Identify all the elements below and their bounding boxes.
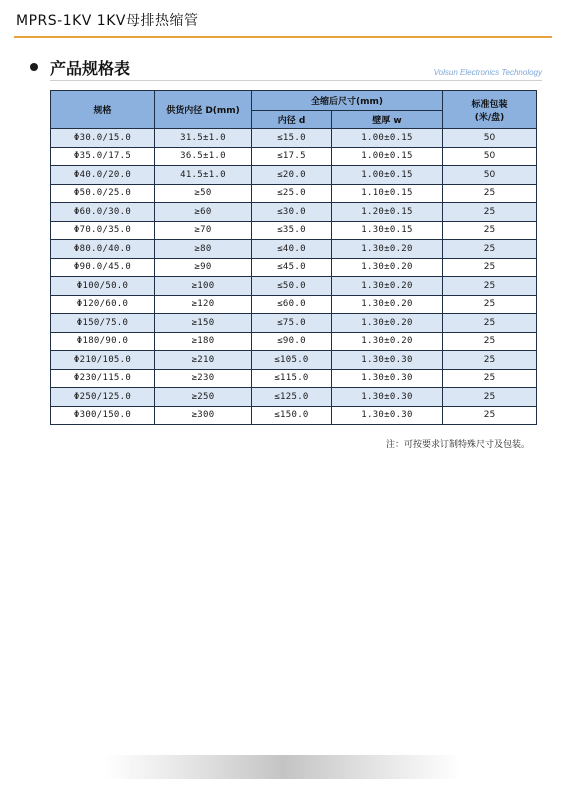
cell-inner-diameter: ≤45.0: [252, 258, 332, 277]
cell-supply-diameter: 36.5±1.0: [155, 147, 252, 166]
table-row: [51, 258, 537, 277]
section-title: 产品规格表: [50, 59, 131, 78]
title-divider: [14, 36, 552, 38]
table-row: [51, 406, 537, 425]
cell-packaging: 25: [443, 332, 537, 351]
cell-spec: Φ250/125.0: [51, 388, 155, 407]
cell-packaging: 50: [443, 166, 537, 185]
cell-spec: Φ150/75.0: [51, 314, 155, 333]
header-packaging: [443, 91, 537, 129]
cell-wall-thickness: 1.30±0.30: [332, 406, 443, 425]
table-row: [51, 351, 537, 370]
table-row: [51, 369, 537, 388]
cell-inner-diameter: ≤105.0: [252, 351, 332, 370]
cell-wall-thickness: 1.30±0.30: [332, 369, 443, 388]
header-packaging-line2: (米/盘): [474, 112, 505, 123]
footer-decoration: [105, 755, 461, 779]
cell-supply-diameter: ≥230: [155, 369, 252, 388]
cell-inner-diameter: ≤150.0: [252, 406, 332, 425]
cell-packaging: 25: [443, 221, 537, 240]
cell-inner-diameter: ≤60.0: [252, 295, 332, 314]
cell-wall-thickness: 1.10±0.15: [332, 184, 443, 203]
cell-inner-diameter: ≤90.0: [252, 332, 332, 351]
cell-spec: Φ210/105.0: [51, 351, 155, 370]
cell-inner-diameter: ≤125.0: [252, 388, 332, 407]
cell-spec: Φ100/50.0: [51, 277, 155, 296]
cell-packaging: 25: [443, 314, 537, 333]
cell-spec: Φ230/115.0: [51, 369, 155, 388]
cell-wall-thickness: 1.20±0.15: [332, 203, 443, 222]
cell-wall-thickness: 1.30±0.20: [332, 332, 443, 351]
cell-spec: Φ90.0/45.0: [51, 258, 155, 277]
cell-supply-diameter: 41.5±1.0: [155, 166, 252, 185]
cell-spec: Φ180/90.0: [51, 332, 155, 351]
cell-wall-thickness: 1.00±0.15: [332, 147, 443, 166]
company-name: Volsun Electronics Technology: [433, 68, 542, 77]
section-heading: [30, 56, 542, 78]
table-row: [51, 314, 537, 333]
bullet-icon: [30, 63, 38, 71]
cell-supply-diameter: ≥90: [155, 258, 252, 277]
custom-order-note: 注：可按要求订制特殊尺寸及包装。: [385, 440, 530, 450]
cell-wall-thickness: 1.00±0.15: [332, 166, 443, 185]
cell-packaging: 25: [443, 184, 537, 203]
page-title: MPRS-1KV 1KV母排热缩管: [16, 13, 199, 29]
spec-table: [50, 90, 537, 425]
cell-inner-diameter: ≤115.0: [252, 369, 332, 388]
cell-packaging: 25: [443, 406, 537, 425]
cell-spec: Φ50.0/25.0: [51, 184, 155, 203]
cell-wall-thickness: 1.30±0.20: [332, 295, 443, 314]
cell-packaging: 25: [443, 369, 537, 388]
cell-inner-diameter: ≤15.0: [252, 129, 332, 148]
cell-wall-thickness: 1.00±0.15: [332, 129, 443, 148]
table-row: [51, 240, 537, 259]
cell-wall-thickness: 1.30±0.20: [332, 277, 443, 296]
cell-spec: Φ80.0/40.0: [51, 240, 155, 259]
cell-spec: Φ300/150.0: [51, 406, 155, 425]
cell-supply-diameter: ≥180: [155, 332, 252, 351]
cell-inner-diameter: ≤25.0: [252, 184, 332, 203]
cell-packaging: 25: [443, 388, 537, 407]
cell-supply-diameter: 31.5±1.0: [155, 129, 252, 148]
cell-inner-diameter: ≤30.0: [252, 203, 332, 222]
cell-supply-diameter: ≥60: [155, 203, 252, 222]
cell-supply-diameter: ≥50: [155, 184, 252, 203]
cell-spec: Φ70.0/35.0: [51, 221, 155, 240]
table-row: [51, 277, 537, 296]
cell-supply-diameter: ≥210: [155, 351, 252, 370]
cell-inner-diameter: ≤40.0: [252, 240, 332, 259]
table-row: [51, 295, 537, 314]
cell-packaging: 25: [443, 295, 537, 314]
cell-spec: Φ60.0/30.0: [51, 203, 155, 222]
table-row: [51, 332, 537, 351]
header-packaging-line1: 标准包装: [471, 99, 508, 110]
cell-inner-diameter: ≤17.5: [252, 147, 332, 166]
table-row: [51, 166, 537, 185]
table-row: [51, 129, 537, 148]
header-shrunk-size: 全缩后尺寸(mm): [252, 91, 443, 111]
section-divider: [50, 80, 542, 81]
cell-packaging: 25: [443, 258, 537, 277]
header-wall-thickness: 壁厚 w: [332, 111, 443, 129]
cell-spec: Φ40.0/20.0: [51, 166, 155, 185]
table-row: [51, 221, 537, 240]
cell-supply-diameter: ≥250: [155, 388, 252, 407]
header-spec: 规格: [51, 91, 155, 129]
cell-packaging: 25: [443, 203, 537, 222]
cell-spec: Φ30.0/15.0: [51, 129, 155, 148]
cell-supply-diameter: ≥100: [155, 277, 252, 296]
cell-wall-thickness: 1.30±0.30: [332, 351, 443, 370]
header-supply-diameter: 供货内径 D(mm): [155, 91, 252, 129]
cell-packaging: 25: [443, 277, 537, 296]
cell-supply-diameter: ≥150: [155, 314, 252, 333]
table-row: [51, 388, 537, 407]
cell-supply-diameter: ≥300: [155, 406, 252, 425]
cell-supply-diameter: ≥80: [155, 240, 252, 259]
cell-packaging: 25: [443, 240, 537, 259]
cell-inner-diameter: ≤20.0: [252, 166, 332, 185]
cell-inner-diameter: ≤35.0: [252, 221, 332, 240]
table-row: [51, 203, 537, 222]
table-row: [51, 147, 537, 166]
cell-packaging: 25: [443, 351, 537, 370]
cell-packaging: 50: [443, 147, 537, 166]
table-row: [51, 184, 537, 203]
cell-inner-diameter: ≤50.0: [252, 277, 332, 296]
cell-wall-thickness: 1.30±0.15: [332, 221, 443, 240]
cell-wall-thickness: 1.30±0.20: [332, 240, 443, 259]
cell-supply-diameter: ≥120: [155, 295, 252, 314]
cell-spec: Φ35.0/17.5: [51, 147, 155, 166]
cell-wall-thickness: 1.30±0.30: [332, 388, 443, 407]
cell-spec: Φ120/60.0: [51, 295, 155, 314]
cell-supply-diameter: ≥70: [155, 221, 252, 240]
cell-wall-thickness: 1.30±0.20: [332, 314, 443, 333]
cell-wall-thickness: 1.30±0.20: [332, 258, 443, 277]
header-inner-diameter: 内径 d: [252, 111, 332, 129]
cell-inner-diameter: ≤75.0: [252, 314, 332, 333]
cell-packaging: 50: [443, 129, 537, 148]
